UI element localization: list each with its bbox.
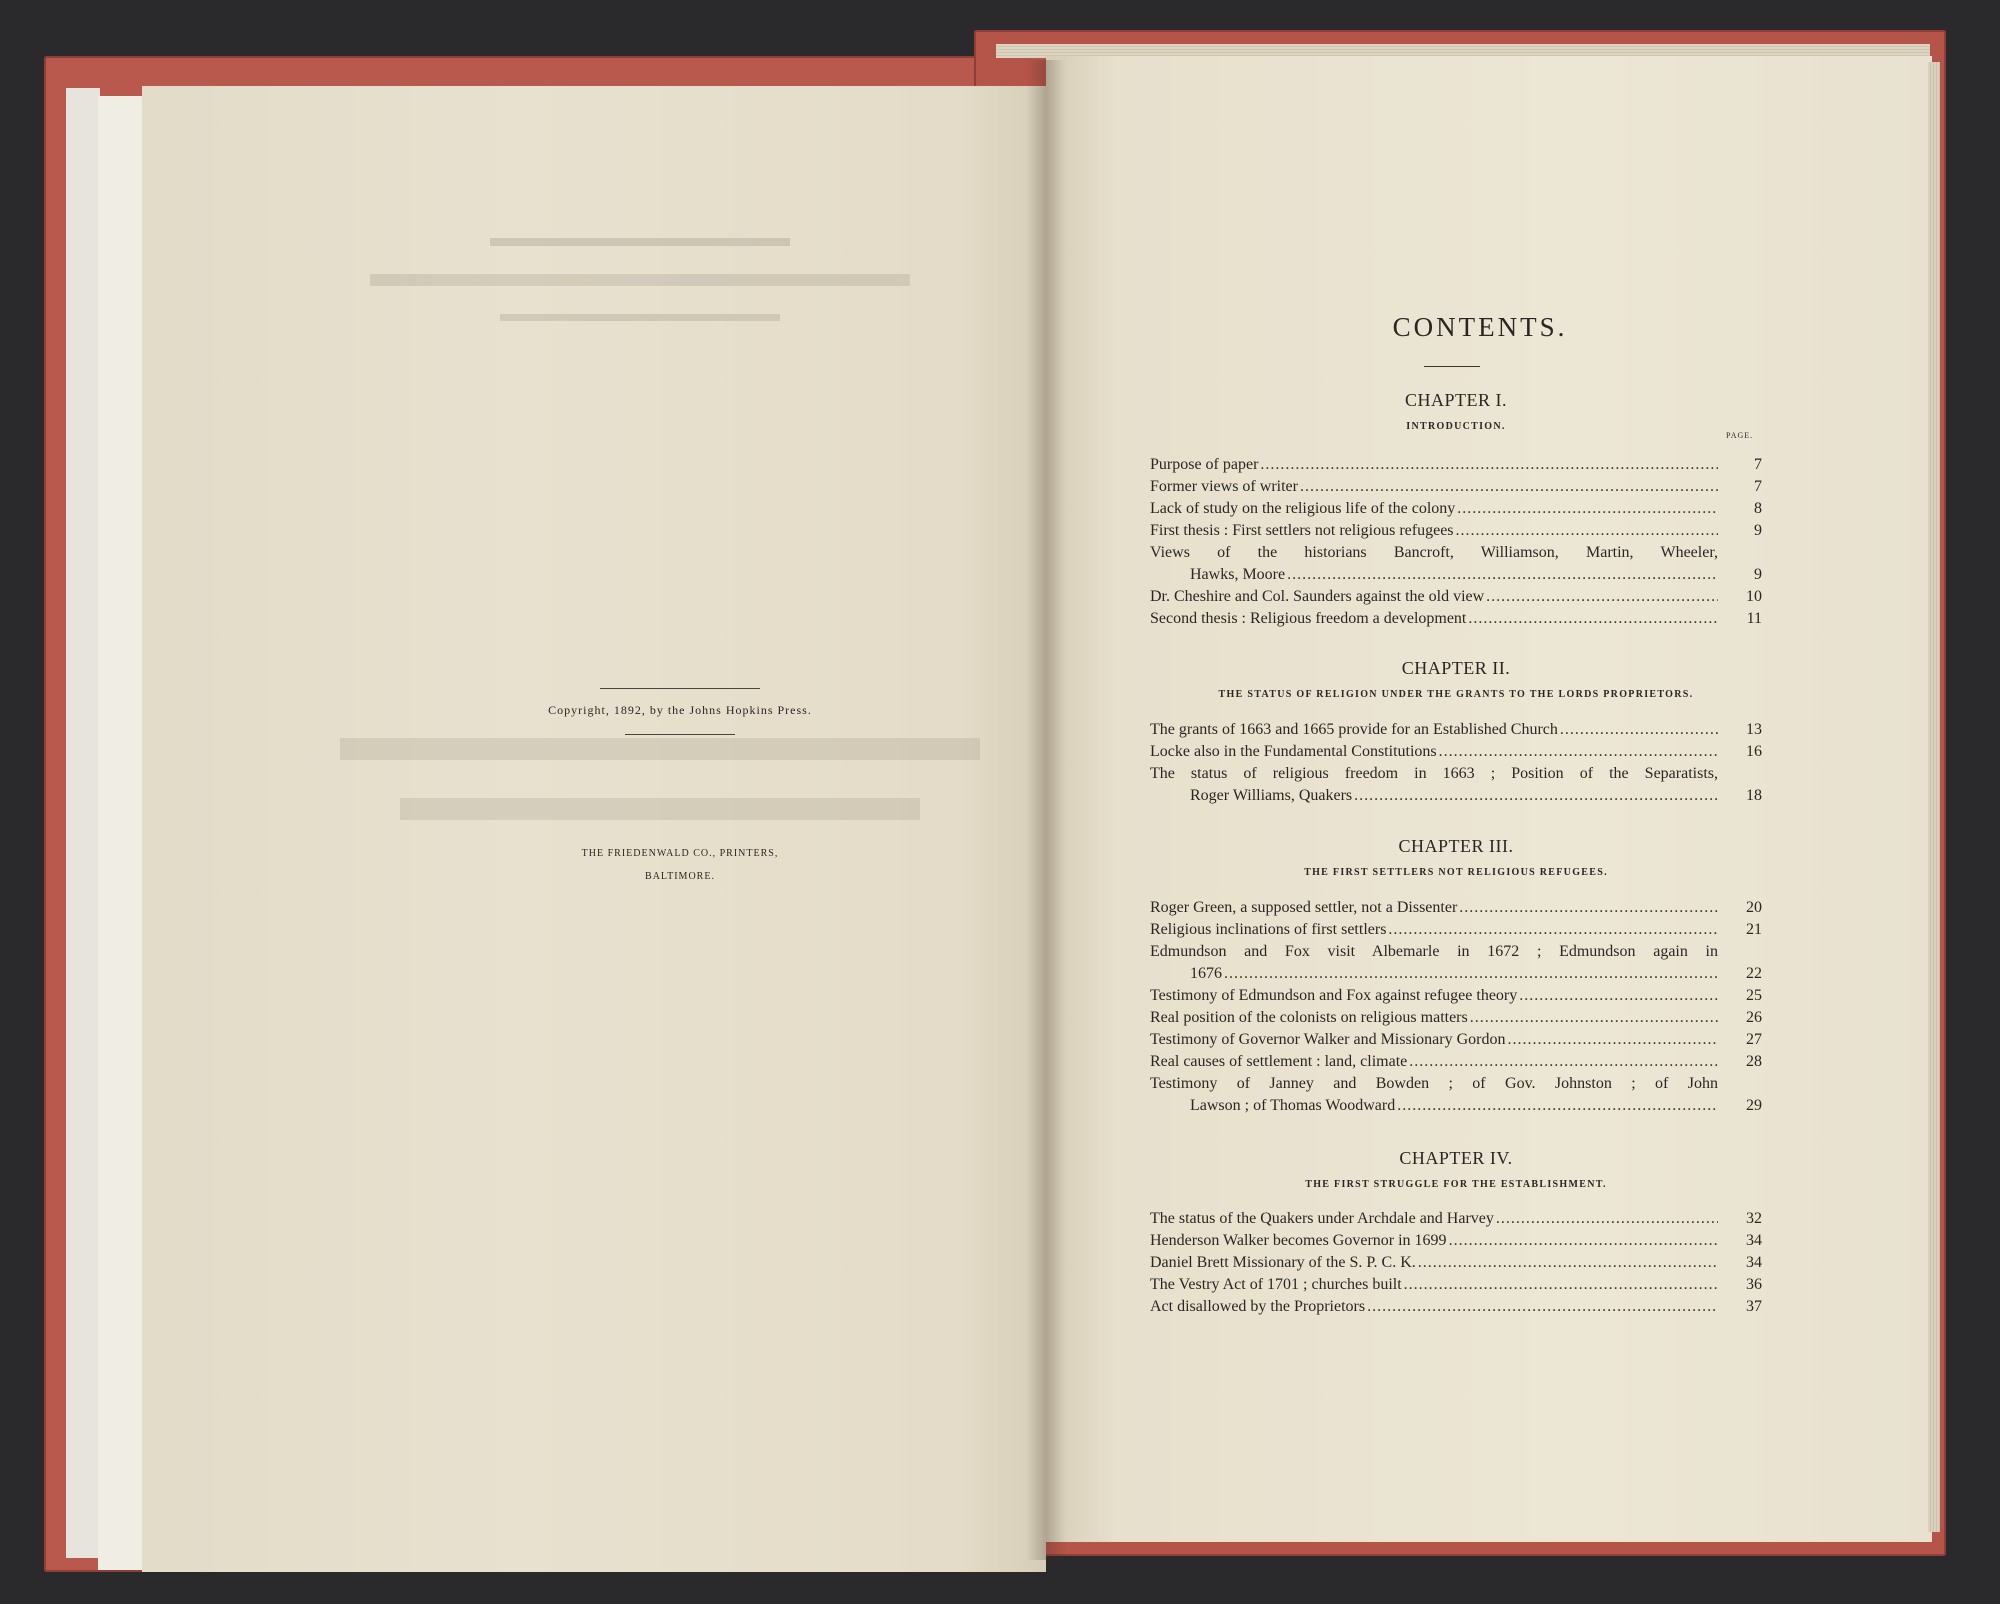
spine-gutter-shadow xyxy=(1026,60,1066,1560)
toc-entry-text: 1676 xyxy=(1190,965,1222,982)
printer-name: THE FRIEDENWALD CO., PRINTERS, xyxy=(581,848,779,859)
toc-entry-text: Former views of writer xyxy=(1150,478,1298,495)
toc-entry xyxy=(1150,1007,1762,1029)
toc-entry xyxy=(1150,1274,1762,1296)
toc-entry-text: Religious inclinations of first settlers xyxy=(1150,921,1387,938)
toc-entry-text: Testimony of Janney and Bowden ; of Gov. Johnston ; of John xyxy=(1150,1075,1718,1092)
toc-entry xyxy=(1150,1208,1762,1230)
toc-page-number: 36 xyxy=(1746,1276,1762,1293)
chapter-subtitle: THE FIRST SETTLERS NOT RELIGIOUS REFUGEES. xyxy=(1304,867,1608,878)
dot-leader xyxy=(1287,564,1718,586)
toc-entry-text: Testimony of Edmundson and Fox against refugee theory xyxy=(1150,987,1518,1004)
toc-page-number: 29 xyxy=(1746,1097,1762,1114)
dot-leader xyxy=(1507,1029,1718,1051)
toc-entry-continuation xyxy=(1150,564,1762,586)
toc-page-number: 7 xyxy=(1754,456,1762,473)
toc-entry-text: Roger Green, a supposed settler, not a Dissenter xyxy=(1150,899,1458,916)
dot-leader xyxy=(1468,608,1718,630)
dot-leader xyxy=(1404,1274,1718,1296)
toc-entry-text: Second thesis : Religious freedom a development xyxy=(1150,610,1467,627)
show-through-bleed xyxy=(330,238,950,358)
chapter-subtitle: THE FIRST STRUGGLE FOR THE ESTABLISHMENT. xyxy=(1305,1179,1607,1190)
toc-page-number: 27 xyxy=(1746,1031,1762,1048)
toc-entry-line xyxy=(1150,542,1762,564)
toc-entry-text: Dr. Cheshire and Col. Saunders against the old view xyxy=(1150,588,1485,605)
toc-entry-text: Views of the historians Bancroft, Williamson, Martin, Wheeler, xyxy=(1150,544,1718,561)
toc-page-number: 32 xyxy=(1746,1210,1762,1227)
toc-entry xyxy=(1150,985,1762,1007)
toc-entry xyxy=(1150,586,1762,608)
chapter-3-entries xyxy=(1150,897,1762,1117)
toc-entry xyxy=(1150,520,1762,542)
chapter-2-entries xyxy=(1150,719,1762,807)
toc-page-number: 9 xyxy=(1754,566,1762,583)
toc-page-number: 28 xyxy=(1746,1053,1762,1070)
toc-entry-text: First thesis : First settlers not religious refugees xyxy=(1150,522,1454,539)
toc-page-number: 34 xyxy=(1746,1254,1762,1271)
toc-entry xyxy=(1150,454,1762,476)
chapter-3-heading xyxy=(1150,836,1762,878)
chapter-title: CHAPTER IV. xyxy=(1399,1148,1513,1168)
dot-leader xyxy=(1496,1208,1718,1230)
toc-page-number: 11 xyxy=(1746,610,1762,627)
toc-entry-text: Henderson Walker becomes Governor in 1699 xyxy=(1150,1232,1447,1249)
toc-page-number: 25 xyxy=(1746,987,1762,1004)
toc-entry-text: Roger Williams, Quakers xyxy=(1190,787,1353,804)
toc-entry-continuation xyxy=(1150,963,1762,985)
toc-entry xyxy=(1150,1296,1762,1318)
toc-entry-text: Purpose of paper xyxy=(1150,456,1259,473)
toc-entry-text: Lack of study on the religious life of the colony xyxy=(1150,500,1456,517)
toc-page-number: 9 xyxy=(1754,522,1762,539)
toc-entry-line xyxy=(1150,1073,1762,1095)
dot-leader xyxy=(1486,586,1718,608)
dot-leader xyxy=(1260,454,1718,476)
dot-leader xyxy=(1439,741,1718,763)
endpaper-edge xyxy=(98,96,142,1570)
toc-entry xyxy=(1150,719,1762,741)
contents-title: CONTENTS. xyxy=(1392,312,1568,342)
chapter-subtitle: INTRODUCTION. xyxy=(1406,421,1506,432)
dot-leader xyxy=(1354,785,1718,807)
copyright-block xyxy=(480,688,880,735)
dot-leader xyxy=(1456,520,1718,542)
show-through-title xyxy=(330,738,990,858)
copyright-rule-bottom xyxy=(625,734,735,735)
toc-entry xyxy=(1150,608,1762,630)
toc-page-number: 37 xyxy=(1746,1298,1762,1315)
toc-entry-text: The Vestry Act of 1701 ; churches built xyxy=(1150,1276,1402,1293)
toc-entry-text: Daniel Brett Missionary of the S. P. C. K. xyxy=(1150,1254,1416,1271)
dot-leader xyxy=(1224,963,1718,985)
chapter-2-heading xyxy=(1150,658,1762,700)
toc-page-number: 8 xyxy=(1754,500,1762,517)
toc-entry xyxy=(1150,476,1762,498)
flyleaf-edge xyxy=(66,88,100,1558)
copyright-notice: Copyright, 1892, by the Johns Hopkins Press. xyxy=(548,703,812,717)
chapter-subtitle: THE STATUS OF RELIGION UNDER THE GRANTS TO THE LORDS PROPRIETORS. xyxy=(1218,689,1694,700)
toc-page-number: 16 xyxy=(1746,743,1762,760)
toc-entry-text: Testimony of Governor Walker and Missionary Gordon xyxy=(1150,1031,1506,1048)
toc-entry-continuation xyxy=(1150,785,1762,807)
copyright-rule-top xyxy=(600,688,760,689)
toc-entry xyxy=(1150,897,1762,919)
toc-entry-text: The grants of 1663 and 1665 provide for an Established Church xyxy=(1150,721,1558,738)
toc-entry-text: The status of the Quakers under Archdale and Harvey xyxy=(1150,1210,1494,1227)
toc-page-number: 7 xyxy=(1754,478,1762,495)
toc-entry-text: Hawks, Moore xyxy=(1190,566,1286,583)
toc-page-number: 18 xyxy=(1746,787,1762,804)
toc-page-number: 13 xyxy=(1746,721,1762,738)
dot-leader xyxy=(1418,1252,1718,1274)
chapter-4-entries xyxy=(1150,1208,1762,1318)
toc-entry-text: Lawson ; of Thomas Woodward xyxy=(1190,1097,1396,1114)
dot-leader xyxy=(1367,1296,1718,1318)
toc-entry xyxy=(1150,919,1762,941)
toc-entry-text: Edmundson and Fox visit Albemarle in 1672 ; Edmundson again in xyxy=(1150,943,1718,960)
toc-entry xyxy=(1150,1051,1762,1073)
toc-entry-text: Real causes of settlement : land, climate xyxy=(1150,1053,1408,1070)
printer-city: BALTIMORE. xyxy=(645,871,715,882)
page-block-side-edge xyxy=(1928,62,1940,1532)
toc-entry xyxy=(1150,741,1762,763)
dot-leader xyxy=(1388,919,1718,941)
toc-entry xyxy=(1150,1230,1762,1252)
dot-leader xyxy=(1397,1095,1718,1117)
page-column-header: PAGE. xyxy=(1726,431,1754,440)
toc-entry-text: The status of religious freedom in 1663 ; Position of the Separatists, xyxy=(1150,765,1718,782)
toc-page-number: 20 xyxy=(1746,899,1762,916)
toc-entry xyxy=(1150,498,1762,520)
toc-entry-text: Locke also in the Fundamental Constitutions xyxy=(1150,743,1437,760)
toc-entry-continuation xyxy=(1150,1095,1762,1117)
dot-leader xyxy=(1457,498,1718,520)
toc-entry xyxy=(1150,1029,1762,1051)
dot-leader xyxy=(1560,719,1718,741)
dot-leader xyxy=(1519,985,1718,1007)
toc-page-number: 22 xyxy=(1746,965,1762,982)
chapter-title: CHAPTER III. xyxy=(1398,836,1514,856)
chapter-1-entries xyxy=(1150,454,1762,630)
toc-entry xyxy=(1150,1252,1762,1274)
dot-leader xyxy=(1300,476,1718,498)
dot-leader xyxy=(1449,1230,1718,1252)
toc-page-number: 26 xyxy=(1746,1009,1762,1026)
toc-page-number: 10 xyxy=(1746,588,1762,605)
chapter-title: CHAPTER I. xyxy=(1404,390,1507,410)
dot-leader xyxy=(1409,1051,1718,1073)
toc-entry-text: Act disallowed by the Proprietors xyxy=(1150,1298,1366,1315)
toc-page-number: 34 xyxy=(1746,1232,1762,1249)
toc-entry-line xyxy=(1150,763,1762,785)
chapter-1-heading xyxy=(1150,390,1762,432)
toc-entry-line xyxy=(1150,941,1762,963)
printer-imprint xyxy=(480,848,880,894)
chapter-4-heading xyxy=(1150,1148,1762,1190)
chapter-title: CHAPTER II. xyxy=(1401,658,1511,678)
toc-page-number: 21 xyxy=(1746,921,1762,938)
contents-title-rule xyxy=(1424,366,1480,367)
toc-entry-text: Real position of the colonists on religious matters xyxy=(1150,1009,1468,1026)
dot-leader xyxy=(1459,897,1718,919)
dot-leader xyxy=(1470,1007,1718,1029)
